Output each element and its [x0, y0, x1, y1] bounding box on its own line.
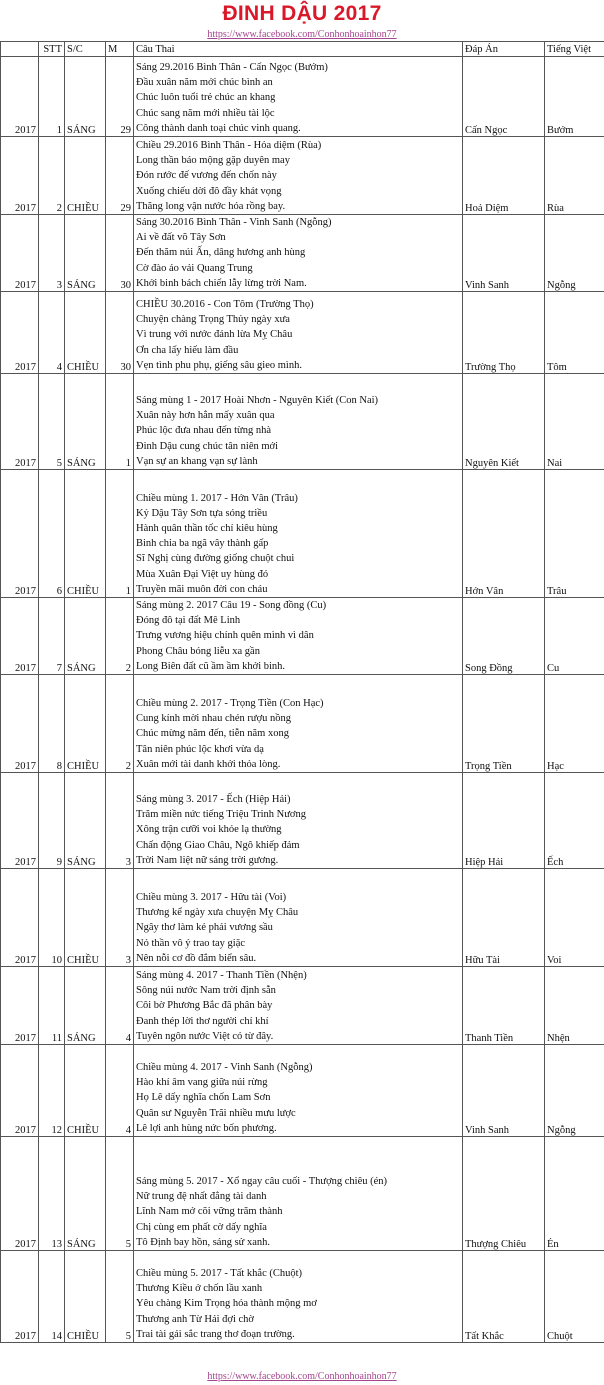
table-row	[1, 967, 604, 1045]
poem-line: Phúc lộc đưa nhau đến từng nhà	[136, 425, 272, 437]
poem-line: Xuân này hơn hẳn mấy xuân qua	[136, 410, 275, 422]
row-session: CHIỀU	[65, 292, 106, 374]
row-stt: 7	[39, 598, 65, 675]
row-dap-an: Song Đồng	[463, 598, 545, 675]
table-row	[1, 675, 604, 773]
poem-line: Sáng 29.2016 Bình Thân - Cấn Ngọc (Bướm)	[136, 61, 328, 73]
poem-line: Chúc sang năm mới nhiều tài lộc	[136, 107, 275, 119]
row-cau-thai	[134, 470, 463, 598]
row-dap-an: Hoả Diệm	[463, 137, 545, 215]
table-row	[1, 292, 604, 374]
row-tieng-viet: Nhện	[545, 967, 604, 1045]
poem-line: Hành quân thần tốc chí kiêu hùng	[136, 523, 278, 534]
table-row	[1, 137, 604, 215]
poem-line: Long Biên đất cũ ầm ầm khởi binh.	[136, 660, 286, 672]
poem-line: Ngây thơ làm kẻ phải vương sầu	[136, 922, 273, 934]
table-row	[1, 1045, 604, 1137]
poem-line: Chuyện chàng Trọng Thủy ngày xưa	[136, 314, 290, 326]
poem-line: Tuyên ngôn nước Việt có từ đây.	[136, 1030, 274, 1042]
row-stt: 13	[39, 1137, 65, 1251]
poem-line: Sáng mùng 2. 2017 Câu 19 - Song đồng (Cu)	[136, 600, 327, 612]
row-cau-thai	[134, 773, 463, 869]
row-session: SÁNG	[65, 967, 106, 1045]
row-year: 2017	[1, 1251, 39, 1343]
row-dap-an: Hữu Tài	[463, 869, 545, 967]
poem-line: Chiều mùng 1. 2017 - Hớn Vân (Trâu)	[136, 492, 298, 504]
poem-line: Côi bờ Phương Bắc đã phân bày	[136, 1000, 273, 1012]
row-tieng-viet: Rùa	[545, 137, 604, 215]
poem-line: Sáng mùng 1 - 2017 Hoài Nhơn - Nguyên Kiết (Con Nai)	[136, 395, 379, 406]
row-tieng-viet: Bướm	[545, 57, 604, 137]
poem-line: Thương kể ngày xưa chuyện Mỵ Châu	[136, 907, 299, 919]
row-dap-an: Trường Thọ	[463, 292, 545, 374]
poem-line: Chiều mùng 4. 2017 - Vinh Sanh (Ngỗng)	[136, 1062, 313, 1074]
poem-line: Chiều mùng 3. 2017 - Hữu tài (Voi)	[136, 892, 287, 904]
row-cau-thai	[134, 598, 463, 675]
row-tieng-viet: Ngỗng	[545, 215, 604, 292]
row-cau-thai	[134, 292, 463, 374]
table-header-row	[1, 42, 604, 57]
header-tieng-viet: Tiếng Việt	[545, 42, 604, 57]
poem-line: Công thành danh toại chúc vinh quang.	[136, 122, 301, 134]
poem-line: Lĩnh Nam mở cõi vững trăm thành	[136, 1206, 283, 1218]
poem-line: Nên nỗi cơ đồ đắm biển sâu.	[136, 952, 257, 964]
row-day: 2	[106, 598, 134, 675]
row-day: 30	[106, 215, 134, 292]
row-day: 30	[106, 292, 134, 374]
poem-line: Chấn động Giao Châu, Ngô khiếp đảm	[136, 839, 300, 851]
header-stt: STT	[39, 42, 65, 57]
poem-line: Chiều mùng 2. 2017 - Trọng Tiền (Con Hạc)	[136, 698, 324, 710]
row-dap-an: Trọng Tiền	[463, 675, 545, 773]
poem-line: Truyền mãi muôn đời con cháu	[136, 583, 268, 595]
row-dap-an: Hớn Vân	[463, 470, 545, 598]
poem-line: Vì trung với nước đánh lừa Mỵ Châu	[136, 329, 293, 341]
poem-line: Đón rước đế vương đến chốn này	[136, 170, 277, 182]
poem-line: Chúc mừng năm đến, tiễn năm xong	[136, 728, 289, 740]
row-year: 2017	[1, 57, 39, 137]
row-day: 29	[106, 137, 134, 215]
row-stt: 3	[39, 215, 65, 292]
poem-line: Phong Châu bóng liễu xa gần	[136, 645, 260, 657]
poem-line: Cung kính mời nhau chén rượu nồng	[136, 713, 292, 725]
row-cau-thai	[134, 57, 463, 137]
poem-line: Chị cùng em phất cờ dấy nghĩa	[136, 1221, 267, 1233]
row-session: CHIỀU	[65, 675, 106, 773]
poem-line: Lê lợi anh hùng nức bốn phương.	[136, 1122, 277, 1134]
row-stt: 10	[39, 869, 65, 967]
poem-line: Đanh thép lời thơ người chí khí	[136, 1015, 269, 1027]
page-title: ĐINH DẬU 2017	[222, 2, 382, 25]
poem-line: Chúc luôn tuổi trẻ chúc an khang	[136, 92, 276, 104]
row-tieng-viet: Hạc	[545, 675, 604, 773]
poem-line: Đinh Dậu cung chúc tân niên mới	[136, 440, 279, 452]
row-stt: 4	[39, 292, 65, 374]
row-year: 2017	[1, 470, 39, 598]
row-tieng-viet: Ngỗng	[545, 1045, 604, 1137]
table-row	[1, 869, 604, 967]
row-year: 2017	[1, 1137, 39, 1251]
poem-line: Trời Nam liệt nữ sáng trời gương.	[136, 854, 279, 866]
row-session: SÁNG	[65, 374, 106, 470]
poem-line: Ai về đất võ Tây Sơn	[136, 232, 226, 244]
poem-line: Long thần báo mộng gặp duyên may	[136, 155, 290, 167]
row-cau-thai	[134, 137, 463, 215]
facebook-link-top[interactable]: https://www.facebook.com/Conhonhoainhon77	[207, 29, 397, 40]
table-row	[1, 598, 604, 675]
header-m: M	[106, 42, 134, 57]
poem-line: Nỏ thần vô ý trao tay giặc	[136, 937, 246, 949]
row-stt: 6	[39, 470, 65, 598]
poem-line: Thăng long vận nước hóa rồng bay.	[136, 200, 286, 212]
row-tieng-viet: Ếch	[545, 773, 604, 869]
row-tieng-viet: Chuột	[545, 1251, 604, 1343]
poem-line: Xuân mới tài danh khởi thỏa lòng.	[136, 758, 281, 770]
row-year: 2017	[1, 675, 39, 773]
poem-line: Thương anh Từ Hải đợi chờ	[136, 1313, 254, 1325]
poem-line: Tân niên phúc lộc khơi vừa dạ	[136, 743, 264, 755]
poem-line: Cờ đào áo vải Quang Trung	[136, 262, 253, 274]
row-cau-thai	[134, 374, 463, 470]
table-row	[1, 1137, 604, 1251]
poem-line: Xông trận cưỡi voi khỏe lạ thường	[136, 824, 282, 836]
row-year: 2017	[1, 967, 39, 1045]
row-stt: 11	[39, 967, 65, 1045]
poem-line: Trưng vương hiệu chính quên mình vì dân	[136, 630, 314, 642]
poem-line: Sĩ Nghị cùng đường giống chuột chui	[136, 553, 295, 565]
row-year: 2017	[1, 869, 39, 967]
row-cau-thai	[134, 967, 463, 1045]
row-stt: 5	[39, 374, 65, 470]
poem-line: Đóng đô tại đất Mê Linh	[136, 615, 241, 627]
lottery-riddle-table	[0, 41, 604, 1343]
poem-line: Yêu chàng Kim Trọng hóa thành mộng mơ	[136, 1298, 317, 1310]
poem-line: Hào khí âm vang giữa núi rừng	[136, 1077, 268, 1089]
row-year: 2017	[1, 137, 39, 215]
row-stt: 12	[39, 1045, 65, 1137]
row-year: 2017	[1, 1045, 39, 1137]
row-year: 2017	[1, 598, 39, 675]
row-dap-an: Nguyên Kiết	[463, 374, 545, 470]
table-row	[1, 215, 604, 292]
row-dap-an: Thanh Tiền	[463, 967, 545, 1045]
header-cau-thai: Câu Thai	[134, 42, 463, 57]
row-dap-an: Vinh Sanh	[463, 215, 545, 292]
row-dap-an: Thượng Chiêu	[463, 1137, 545, 1251]
poem-line: CHIỀU 30.2016 - Con Tôm (Trường Thọ)	[136, 299, 314, 310]
poem-line: Chiều 29.2016 Bình Thân - Hỏa diệm (Rùa)	[136, 139, 322, 151]
row-day: 1	[106, 470, 134, 598]
poem-line: Trăm miền nức tiếng Triệu Trinh Nương	[136, 809, 306, 821]
header-year	[1, 42, 39, 57]
poem-line: Quân sư Nguyễn Trãi nhiều mưu lược	[136, 1107, 296, 1119]
poem-line: Vẹn tình phu phụ, giếng sâu gieo mình.	[136, 359, 302, 371]
table-row	[1, 470, 604, 598]
row-cau-thai	[134, 215, 463, 292]
row-tieng-viet: Voi	[545, 869, 604, 967]
row-cau-thai	[134, 675, 463, 773]
row-cau-thai	[134, 1137, 463, 1251]
row-session: SÁNG	[65, 1137, 106, 1251]
row-session: CHIỀU	[65, 137, 106, 215]
header-sc: S/C	[65, 42, 106, 57]
row-session: CHIỀU	[65, 1045, 106, 1137]
row-session: SÁNG	[65, 57, 106, 137]
poem-line: Sáng 30.2016 Bình Thân - Vinh Sanh (Ngỗng)	[136, 217, 332, 228]
poem-line: Đầu xuân năm mới chúc bình an	[136, 77, 273, 89]
row-dap-an: Cấn Ngọc	[463, 57, 545, 137]
poem-line: Nữ trung đệ nhất đẳng tài danh	[136, 1191, 267, 1203]
poem-line: Sáng mùng 5. 2017 - Xổ ngay câu cuối - Thượng chiêu (én)	[136, 1176, 388, 1188]
row-dap-an: Tất Khắc	[463, 1251, 545, 1343]
poem-line: Mùa Xuân Đại Việt uy hùng đó	[136, 568, 269, 580]
row-session: CHIỀU	[65, 869, 106, 967]
poem-line: Binh chia ba ngã vây thành gấp	[136, 538, 269, 550]
row-day: 3	[106, 773, 134, 869]
row-cau-thai	[134, 1251, 463, 1343]
poem-line: Kỷ Dậu Tây Sơn tựa sóng triều	[136, 507, 268, 519]
row-session: CHIỀU	[65, 1251, 106, 1343]
row-tieng-viet: Nai	[545, 374, 604, 470]
row-tieng-viet: Tôm	[545, 292, 604, 374]
row-session: CHIỀU	[65, 470, 106, 598]
poem-line: Tô Định bay hồn, sáng sử xanh.	[136, 1236, 271, 1248]
row-day: 5	[106, 1137, 134, 1251]
table-row	[1, 773, 604, 869]
row-year: 2017	[1, 374, 39, 470]
row-day: 4	[106, 967, 134, 1045]
row-dap-an: Hiệp Hải	[463, 773, 545, 869]
row-stt: 8	[39, 675, 65, 773]
row-day: 2	[106, 675, 134, 773]
poem-line: Khởi binh bách chiến lẫy lừng trời Nam.	[136, 277, 307, 289]
poem-line: Đến thăm núi Ấn, dâng hương anh hùng	[136, 247, 306, 259]
table-row	[1, 1251, 604, 1343]
row-tieng-viet: Trâu	[545, 470, 604, 598]
poem-line: Chiều mùng 5. 2017 - Tất khắc (Chuột)	[136, 1268, 303, 1280]
table-row	[1, 374, 604, 470]
row-year: 2017	[1, 773, 39, 869]
header-dap-an: Đáp Án	[463, 42, 545, 57]
row-tieng-viet: Én	[545, 1137, 604, 1251]
poem-line: Sáng mùng 3. 2017 - Ếch (Hiệp Hải)	[136, 794, 291, 806]
poem-line: Vạn sự an khang vạn sự lành	[136, 455, 258, 467]
poem-line: Họ Lê dấy nghĩa chốn Lam Sơn	[136, 1092, 271, 1104]
poem-line: Sáng mùng 4. 2017 - Thanh Tiền (Nhện)	[136, 970, 307, 982]
poem-line: Xuống chiếu dời đô đầy khát vọng	[136, 185, 282, 197]
row-tieng-viet: Cu	[545, 598, 604, 675]
row-stt: 2	[39, 137, 65, 215]
row-session: SÁNG	[65, 598, 106, 675]
facebook-link-bottom[interactable]: https://www.facebook.com/Conhonhoainhon77	[207, 1371, 397, 1382]
poem-line: Ơn cha lấy hiếu làm đầu	[136, 344, 239, 356]
row-day: 4	[106, 1045, 134, 1137]
row-day: 1	[106, 374, 134, 470]
row-day: 3	[106, 869, 134, 967]
row-year: 2017	[1, 292, 39, 374]
row-year: 2017	[1, 215, 39, 292]
row-session: SÁNG	[65, 215, 106, 292]
row-cau-thai	[134, 869, 463, 967]
row-dap-an: Vinh Sanh	[463, 1045, 545, 1137]
row-cau-thai	[134, 1045, 463, 1137]
row-stt: 9	[39, 773, 65, 869]
poem-line: Thương Kiều ở chốn lầu xanh	[136, 1283, 263, 1295]
table-row	[1, 57, 604, 137]
poem-line: Trai tài gái sắc trang thơ đoạn trường.	[136, 1328, 295, 1340]
row-stt: 1	[39, 57, 65, 137]
row-stt: 14	[39, 1251, 65, 1343]
row-day: 29	[106, 57, 134, 137]
poem-line: Sông núi nước Nam trời định sẵn	[136, 985, 276, 997]
row-session: SÁNG	[65, 773, 106, 869]
row-day: 5	[106, 1251, 134, 1343]
